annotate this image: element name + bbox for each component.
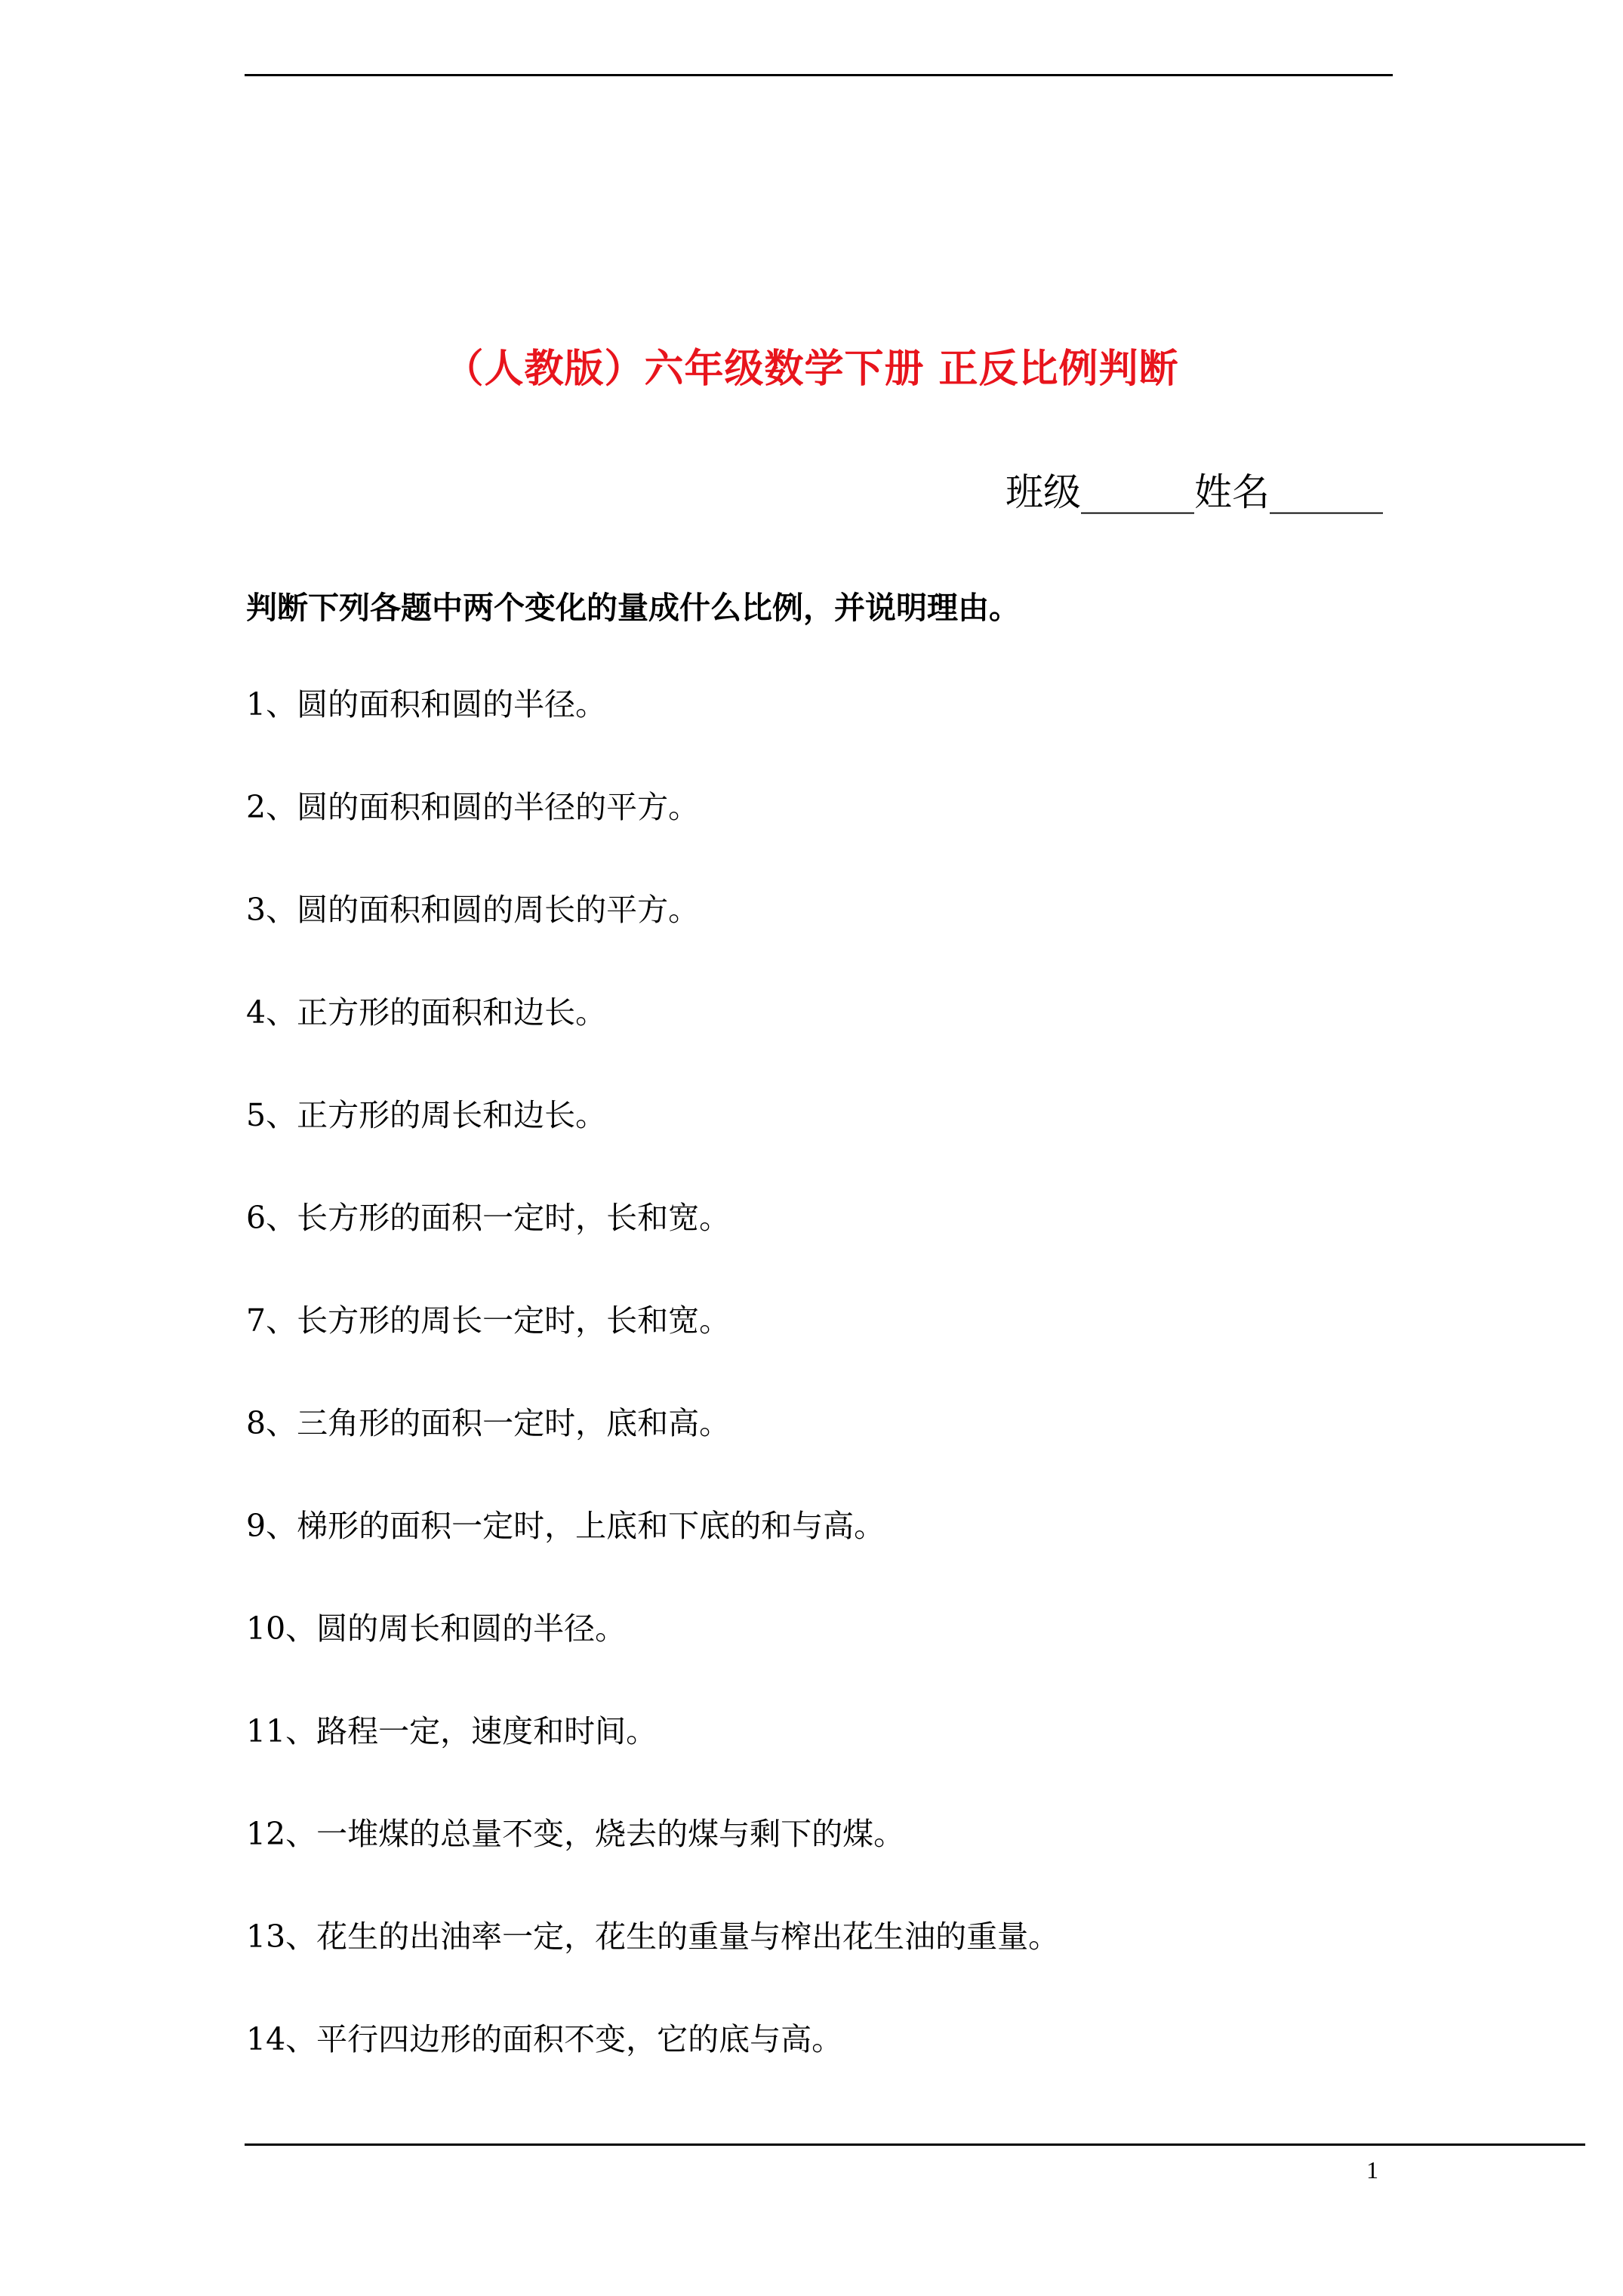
question-item: 13、花生的出油率一定，花生的重量与榨出花生油的重量。 <box>246 1918 1060 1955</box>
footer-rule <box>245 2143 1585 2146</box>
question-item: 3、圆的面积和圆的周长的平方。 <box>246 892 700 928</box>
question-item: 5、正方形的周长和边长。 <box>246 1097 607 1133</box>
document-title: （人教版）六年级数学下册 正反比例判断 <box>444 346 1179 392</box>
question-item: 2、圆的面积和圆的半径的平方。 <box>246 789 700 825</box>
question-item: 9、梯形的面积一定时，上底和下底的和与高。 <box>246 1508 885 1544</box>
question-item: 4、正方形的面积和边长。 <box>246 994 607 1031</box>
question-item: 8、三角形的面积一定时，底和高。 <box>246 1405 731 1441</box>
instruction-text: 判断下列各题中两个变化的量成什么比例，并说明理由。 <box>246 590 1020 626</box>
question-item: 14、平行四边形的面积不变，它的底与高。 <box>246 2021 843 2057</box>
question-item: 6、长方形的面积一定时，长和宽。 <box>246 1200 731 1236</box>
question-list <box>246 684 1059 2122</box>
page-number: 1 <box>1366 2156 1378 2184</box>
question-item: 11、路程一定，速度和时间。 <box>246 1713 658 1749</box>
question-item: 12、一堆煤的总量不变，烧去的煤与剩下的煤。 <box>246 1816 905 1852</box>
question-item: 7、长方形的周长一定时，长和宽。 <box>246 1302 731 1339</box>
question-item: 1、圆的面积和圆的半径。 <box>246 686 607 723</box>
header-rule <box>245 74 1393 76</box>
class-name-field: 班级______姓名______ <box>1006 470 1383 514</box>
question-item: 10、圆的周长和圆的半径。 <box>246 1610 627 1647</box>
